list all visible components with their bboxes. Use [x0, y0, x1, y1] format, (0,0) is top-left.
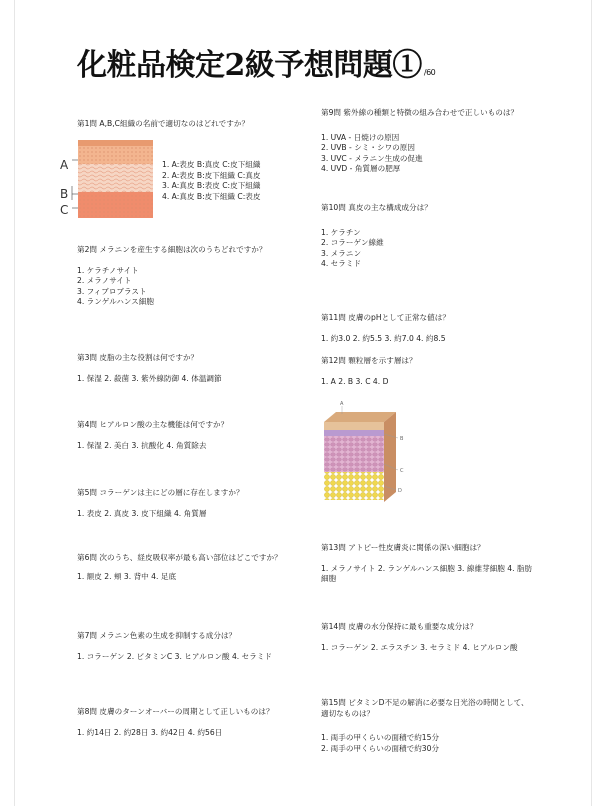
answer-options: 1. ケラチノサイト 2. メラノサイト 3. フィブロブラスト 4. ランゲルハンス細胞: [77, 265, 154, 306]
question-14: [321, 622, 531, 653]
answer-options: 1. コラーゲン 2. ビタミンC 3. ヒアルロン酸 4. セラミド: [77, 651, 273, 661]
question-8: [77, 707, 289, 738]
diagram2-label-b: B: [400, 436, 404, 442]
skin-cross-section-diagram: [318, 402, 408, 517]
answer-options: 1. 両手の甲くらいの面積で約15分 2. 両手の甲くらいの面積で約30分: [321, 733, 440, 753]
question-5: [77, 488, 297, 519]
question-12: [321, 356, 531, 387]
question-text: 第10問 真皮の主な構成成分は？: [321, 203, 432, 212]
answer-options: 1. 保湿 2. 殺菌 3. 紫外線防御 4. 体温調節: [77, 373, 222, 383]
answer-options: 1. 表皮 2. 真皮 3. 皮下組織 4. 角質層: [77, 508, 207, 518]
question-text: 第4問 ヒアルロン酸の主な機能は何ですか？: [77, 420, 229, 429]
question-text: 第13問 アトピー性皮膚炎に関係の深い細胞は？: [321, 543, 485, 552]
question-text: 第8問 皮膚のターンオーバーの周期として正しいものは？: [77, 707, 274, 716]
answer-options: 1. A 2. B 3. C 4. D: [321, 376, 389, 386]
question-1: [77, 119, 297, 130]
question-7: [77, 631, 289, 662]
question-9: [321, 108, 531, 175]
question-text: 第1問 A,B,C組織の名前で適切なのはどれですか？: [77, 119, 250, 128]
answer-options: 1. UVA - 日焼けの原因 2. UVB - シミ・シワの原因 3. UVC - メラニン生成の促進 4. UVD - 角質層の肥厚: [321, 132, 423, 173]
question-4: [77, 420, 297, 451]
question-text: 第15問 ビタミンD不足の解消に必要な日光浴の時間として、適切なものは？: [321, 698, 529, 718]
question-text: 第7問 メラニン色素の生成を抑制する成分は？: [77, 631, 237, 640]
diagram-label-c: C: [60, 203, 69, 217]
question-6: [77, 553, 289, 582]
answer-options: 1. メラノサイト 2. ランゲルハンス細胞 3. 線維芽細胞 4. 脂肪細胞: [321, 563, 533, 583]
skin-layer-diagram: [58, 138, 158, 222]
answer-options: 1. コラーゲン 2. エラスチン 3. セラミド 4. ヒアルロン酸: [321, 642, 518, 652]
question-text: 第11問 皮膚のpHとして正常な値は？: [321, 313, 450, 322]
question-text: 第6問 次のうち、経皮吸収率が最も高い部位はどこですか？: [77, 553, 282, 562]
question-text: 第9問 紫外線の種類と特徴の組み合わせで正しいものは？: [321, 108, 519, 117]
question-text: 第12問 顆粒層を示す層は？: [321, 356, 417, 365]
diagram2-label-c: C: [400, 468, 404, 474]
answer-options: 1. 約14日 2. 約28日 3. 約42日 4. 約56日: [77, 727, 223, 737]
answer-options: 1. 額皮 2. 頬 3. 背中 4. 足底: [77, 571, 177, 581]
diagram2-label-a: A: [340, 401, 344, 407]
question-10: [321, 203, 531, 270]
diagram-label-b: B: [60, 187, 69, 201]
answer-options: 1. ケラチン 2. コラーゲン線維 3. メラニン 4. セラミド: [321, 227, 384, 268]
diagram2-label-d: D: [398, 488, 402, 494]
answer-options: 1. A:表皮 B:真皮 C:皮下組織 2. A:表皮 B:皮下組織 C:真皮 3. A:真皮 B:表皮 C:皮下組織 4. A:真皮 B:皮下組織 C:表皮: [162, 160, 261, 201]
question-text: 第14問 皮膚の水分保持に最も重要な成分は？: [321, 622, 478, 631]
question-1-options: [162, 160, 302, 202]
page-title: 化粧品検定2級予想問題① /60: [77, 48, 436, 83]
question-13: [321, 543, 533, 585]
score-total: /60: [423, 68, 436, 77]
question-text: 第2問 メラニンを産生する細胞は次のうちどれですか？: [77, 245, 267, 254]
question-text: 第3問 皮脂の主な役割は何ですか？: [77, 353, 199, 362]
question-15: [321, 698, 531, 754]
question-3: [77, 353, 297, 384]
diagram-label-a: A: [60, 158, 69, 172]
answer-options: 1. 保湿 2. 美白 3. 抗酸化 4. 角質除去: [77, 440, 207, 450]
question-2: [77, 245, 292, 308]
question-11: [321, 313, 531, 344]
question-text: 第5問 コラーゲンは主にどの層に存在しますか？: [77, 488, 244, 497]
answer-options: 1. 約3.0 2. 約5.5 3. 約7.0 4. 約8.5: [321, 333, 446, 343]
